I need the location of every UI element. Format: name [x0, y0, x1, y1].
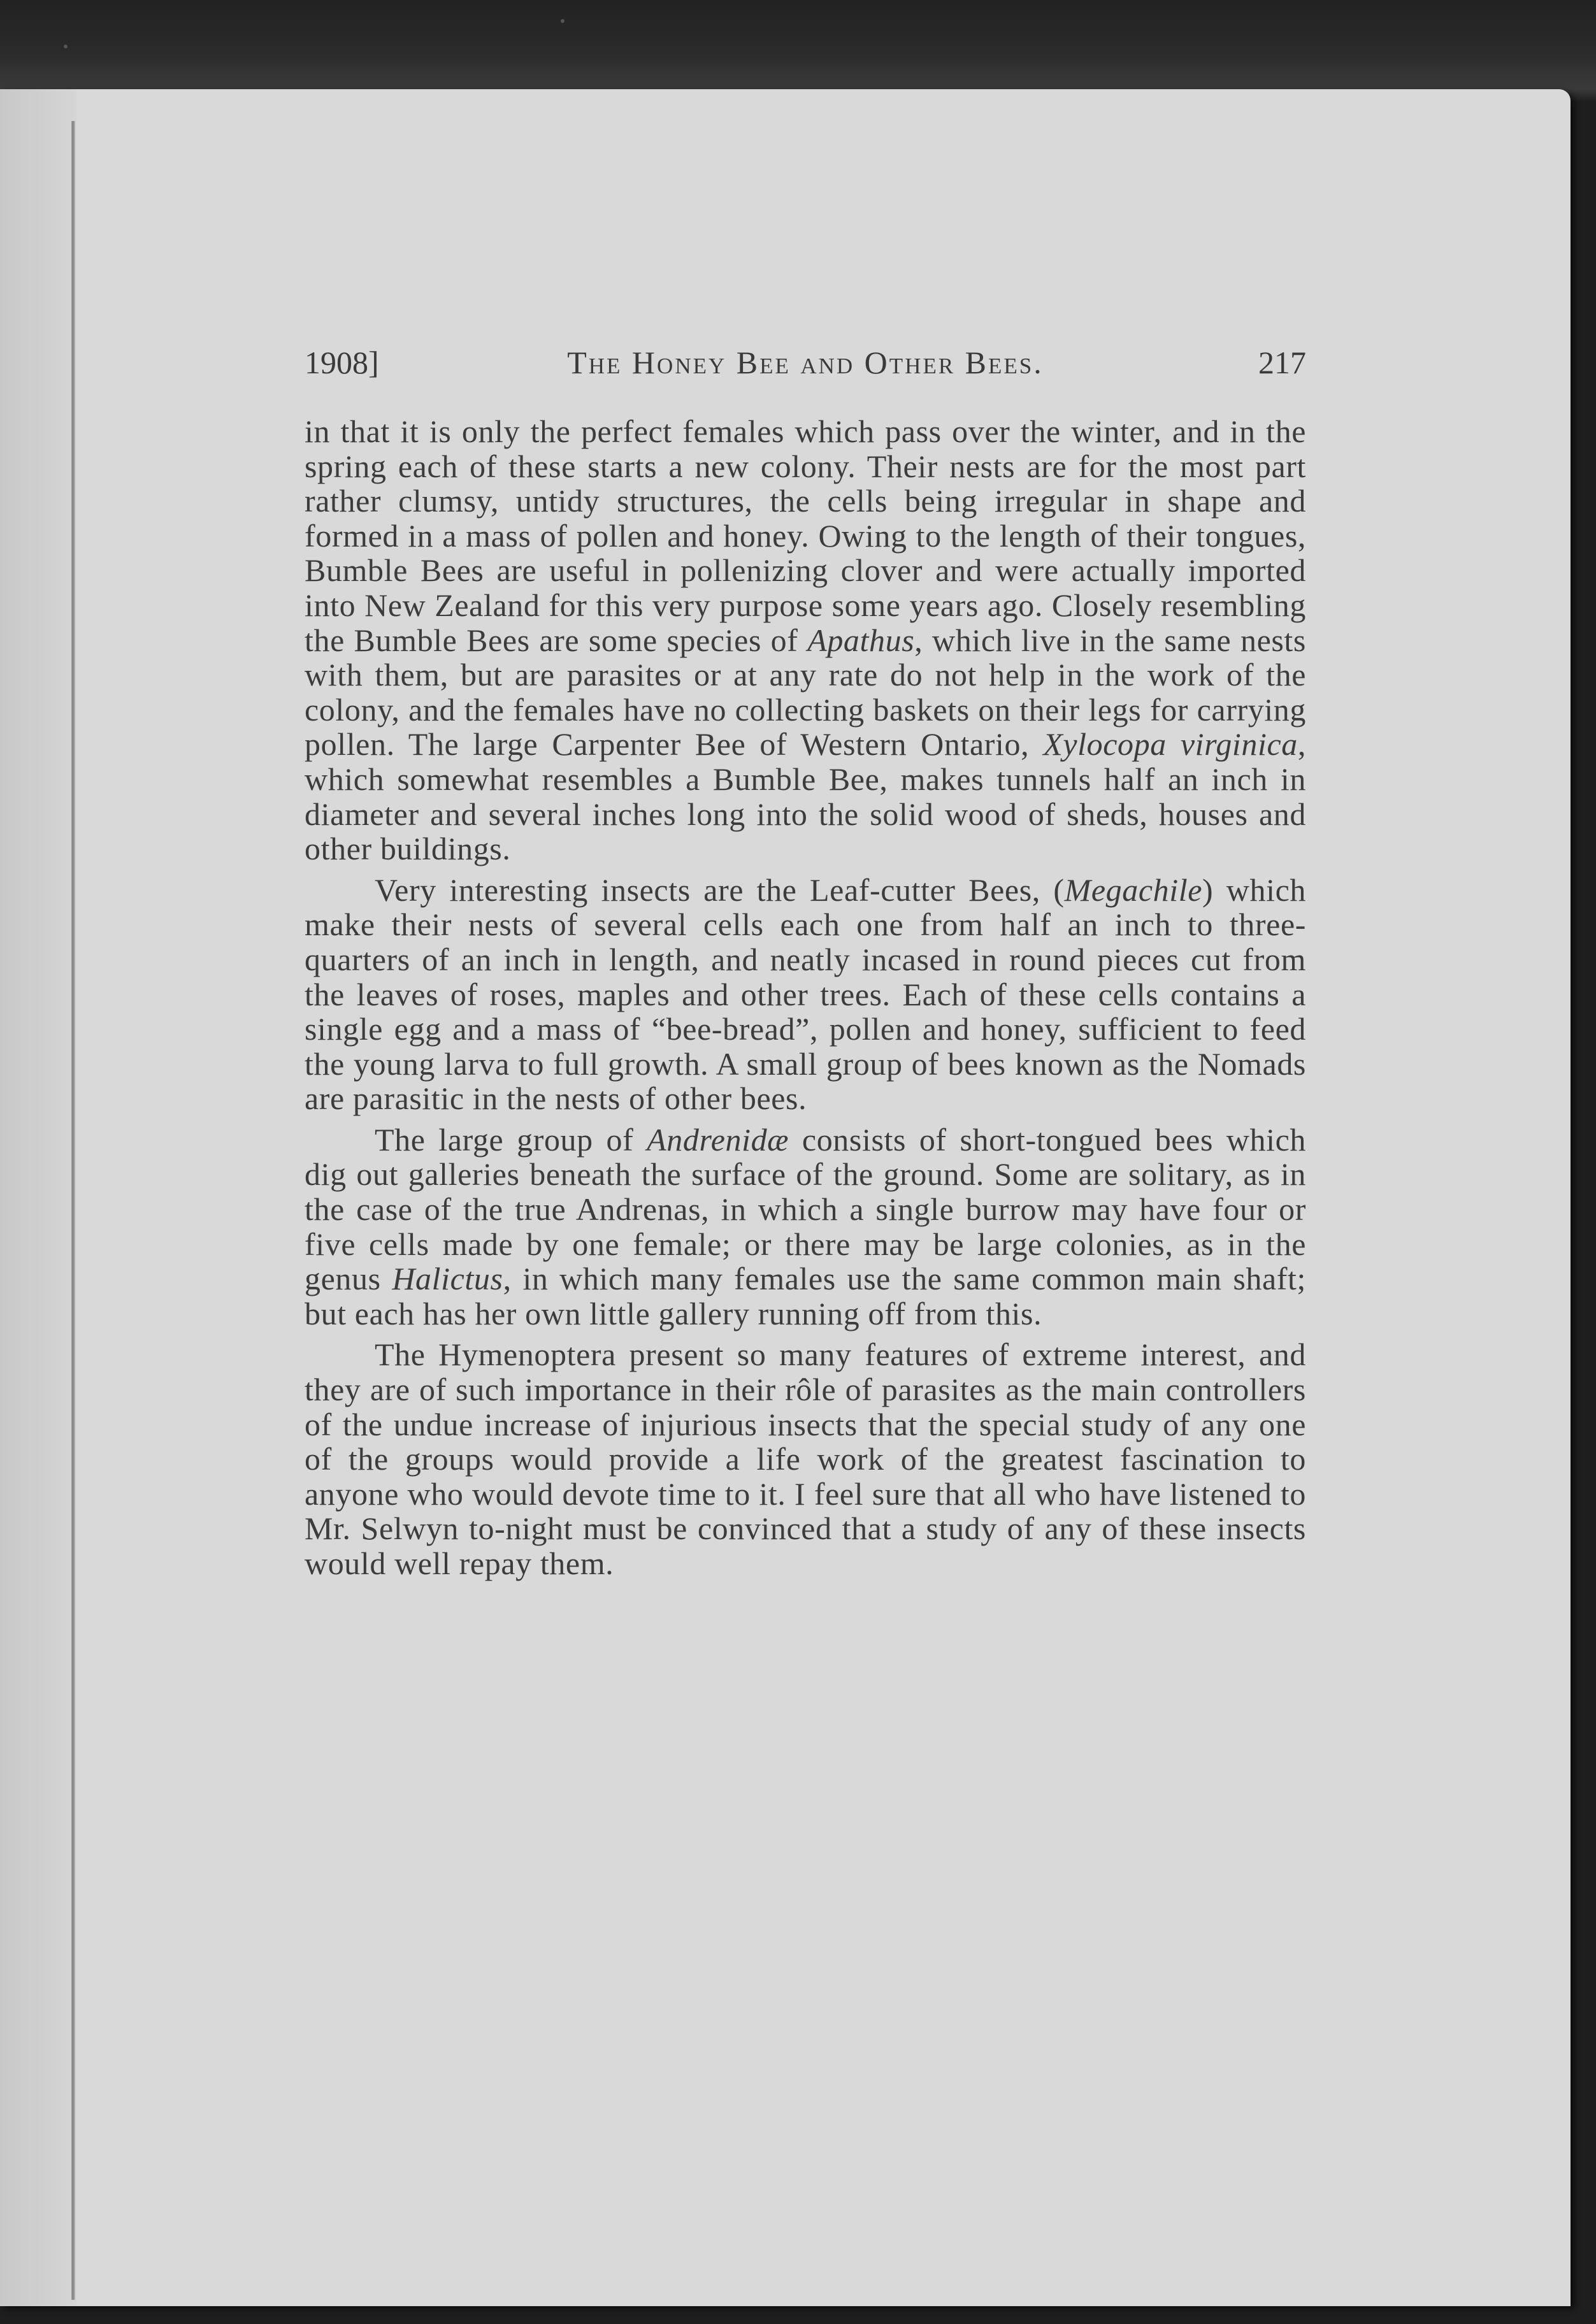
- page-gutter-edge: [71, 121, 75, 2300]
- page-gutter: [0, 89, 76, 2306]
- running-head: [305, 344, 1306, 389]
- dust-speck: [64, 45, 68, 48]
- dust-speck: [561, 19, 564, 23]
- text-run: consists of short-tongued bees which dig out galleries beneath the surface of the ground. Some are solitary, as in the case of the true Andrenas, in which a single burrow may have four or five cells made by one female; or there may be large colonies, as in the genus: [305, 1121, 1306, 1297]
- running-head-title: The Honey Bee and Other Bees.: [567, 345, 1044, 380]
- text-run: , which somewhat resembles a Bumble Bee, makes tunnels half an inch in diameter and several inches long into the solid wood of sheds, houses and other buildings.: [305, 726, 1306, 867]
- text-run: ) which make their nests of several cells each one from half an inch to three-quarters of an inch in length, and neatly incased in round pieces cut from the leaves of roses, maples and other trees. Each of these cells contains a single egg and a mass of “bee-bread”, pollen and honey, sufficient to feed the young larva to full growth. A small group of bees known as the Nomads are parasitic in the nests of other bees.: [305, 872, 1306, 1117]
- italic-term: Megachile: [1064, 872, 1203, 908]
- text-run: , in which many females use the same common main shaft; but each has her own little gallery running off from this.: [305, 1261, 1306, 1331]
- text-run: in that it is only the perfect females which pass over the winter, and in the spring each of these starts a new colony. Their nests are for the most part rather clumsy, untidy structures, the cells being irregular in shape and formed in a mass of pollen and honey. Owing to the length of their tongues, Bumble Bees are useful in pollenizing clover and were actually imported into New Zealand for this very purpose some years ago. Closely resembling the Bumble Bees are some species of: [305, 413, 1306, 658]
- text-run: The large group of: [375, 1121, 647, 1158]
- text-run: , which live in the same nests with them, but are parasites or at any rate do not help in the work of the colony, and the females have no collecting baskets on their legs for carrying pollen. The large Carpenter Bee of Western Ontario,: [305, 622, 1306, 763]
- paragraph: [305, 414, 1306, 866]
- text-run: Very interesting insects are the Leaf-cutter Bees, (: [375, 872, 1065, 908]
- italic-term: Andrenidæ: [647, 1121, 789, 1158]
- italic-term: Halictus: [392, 1261, 503, 1297]
- paragraph: [305, 873, 1306, 1116]
- book-page: [0, 89, 1571, 2306]
- italic-term: Apathus: [807, 622, 915, 658]
- page-number: 217: [1258, 345, 1306, 380]
- italic-term: Xylocopa virginica: [1043, 726, 1298, 763]
- body-text: [305, 414, 1306, 1588]
- running-head-year: 1908]: [305, 345, 379, 380]
- text-run: The Hymenoptera present so many features of extreme interest, and they are of such importance in their rôle of parasites as the main controllers of the undue increase of injurious insects that the special study of any one of the groups would provide a life work of the greatest fascination to anyone who would devote time to it. I feel sure that all who have listened to Mr. Selwyn to-night must be convinced that a study of any of these insects would well repay them.: [305, 1337, 1306, 1581]
- paragraph: [305, 1123, 1306, 1331]
- paragraph: [305, 1337, 1306, 1581]
